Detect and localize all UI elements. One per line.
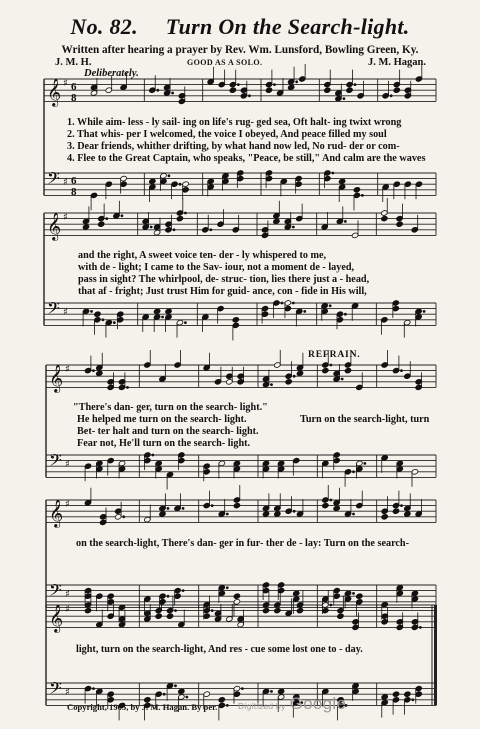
- note-head: [381, 215, 388, 221]
- note-head: [98, 221, 105, 227]
- dot: [329, 305, 331, 307]
- note-head: [233, 502, 240, 508]
- time-signature-bottom: 8: [71, 186, 77, 198]
- note-head: [353, 187, 360, 193]
- note-head: [322, 502, 329, 508]
- dot: [330, 364, 332, 366]
- hymn-title: Turn On the Search-light.: [165, 14, 410, 39]
- dot: [271, 691, 273, 693]
- dot: [179, 183, 181, 185]
- music-author: J. M. Hagan.: [367, 57, 426, 68]
- dot: [123, 516, 125, 518]
- note-head: [296, 607, 303, 613]
- dot: [167, 595, 169, 597]
- dot: [353, 593, 355, 595]
- note-head: [293, 590, 300, 596]
- dot: [150, 226, 152, 228]
- time-signature-bottom: 8: [71, 92, 77, 104]
- time-signature-top: 6: [71, 81, 77, 93]
- lyric-line: 3. Dear friends, whither drifting, by what hand now led, No rud- der or com-: [67, 141, 400, 152]
- note-head: [176, 215, 183, 221]
- note-head: [262, 607, 269, 613]
- note-head: [333, 505, 340, 511]
- sharp-icon: ♯: [63, 212, 68, 223]
- note-head: [346, 87, 353, 93]
- sharp-icon: ♯: [63, 78, 68, 89]
- dot: [332, 172, 334, 174]
- note-head: [392, 508, 399, 514]
- note-head: [287, 84, 294, 90]
- lyric-line: 2. That whis- per I welcomed, the voice I obeyed, And peace filled my soul: [67, 129, 387, 140]
- dot: [211, 610, 213, 612]
- dot: [419, 627, 421, 629]
- watermark-prefix: Digitized by: [238, 702, 286, 711]
- dot: [102, 319, 104, 321]
- note-head: [396, 221, 403, 227]
- dot: [344, 313, 346, 315]
- dot: [163, 693, 165, 695]
- note-head: [404, 691, 411, 697]
- note-head: [337, 613, 344, 619]
- dot: [167, 508, 169, 510]
- bass-clef-icon: 𝄢: [47, 298, 60, 322]
- treble-clef-icon: 𝄞: [49, 499, 64, 527]
- dot: [296, 81, 298, 83]
- dot: [173, 229, 175, 231]
- note-head: [233, 593, 240, 599]
- dot: [343, 98, 345, 100]
- lyric-line: and the right, A sweet voice ten- der - ly whispered to me,: [78, 250, 327, 261]
- dot: [390, 95, 392, 97]
- note-head: [82, 224, 89, 230]
- lyric-line: Fear not, He'll turn on the search- light.: [77, 438, 251, 449]
- note-head: [404, 511, 411, 517]
- dot: [226, 513, 228, 515]
- dot: [353, 471, 355, 473]
- dot: [157, 89, 159, 91]
- dot: [121, 215, 123, 217]
- sharp-icon: ♯: [63, 177, 68, 188]
- dot: [210, 229, 212, 231]
- refrain-lyric: Turn on the search-light, turn: [300, 414, 430, 425]
- dot: [271, 384, 273, 386]
- note-head: [155, 613, 162, 619]
- dot: [175, 685, 177, 687]
- note-head: [94, 311, 101, 317]
- dot: [106, 218, 108, 220]
- sharp-icon: ♯: [65, 687, 70, 698]
- dot: [185, 212, 187, 214]
- note-head: [274, 511, 281, 517]
- treble-clef-icon: 𝄞: [49, 604, 64, 632]
- hymn-subtitle: Written after hearing a prayer by Rev. Wm. Lunsford, Bowling Green, Ky.: [61, 44, 419, 56]
- bass-staff: [46, 455, 436, 477]
- note-head: [381, 694, 388, 700]
- treble-staff: [44, 79, 436, 101]
- sharp-icon: ♯: [65, 589, 70, 600]
- refrain-label: REFRAIN.: [308, 349, 361, 360]
- dot: [211, 505, 213, 507]
- lyric-line: Bet- ter halt and turn on the search- light.: [77, 426, 259, 437]
- sharp-icon: ♯: [65, 604, 70, 615]
- note-head: [356, 593, 363, 599]
- dot: [293, 510, 295, 512]
- dot: [401, 505, 403, 507]
- note-head: [322, 367, 329, 373]
- note-head: [178, 688, 185, 694]
- lyric-line: 4. Flee to the Great Captain, who speaks, "Peace, be still," And calm are the waves: [67, 153, 426, 164]
- note-head: [344, 367, 351, 373]
- dot: [292, 226, 294, 228]
- note-head: [381, 514, 388, 520]
- dot: [175, 610, 177, 612]
- sharp-icon: ♯: [65, 499, 70, 510]
- dot: [353, 513, 355, 515]
- dot: [152, 454, 154, 456]
- note-head: [165, 308, 172, 314]
- dot: [354, 84, 356, 86]
- dot: [401, 370, 403, 372]
- bass-clef-icon: 𝄢: [49, 450, 62, 474]
- lyric-line: that af - fright; Just trust Him for guid- ance, con - fide in His will,: [78, 286, 367, 297]
- sharp-icon: ♯: [63, 307, 68, 318]
- dot: [226, 705, 228, 707]
- copyright-notice: Copyright, 1905, by J. M. Hagan. By per.: [67, 702, 218, 712]
- hymn-number: No. 82.: [70, 14, 138, 39]
- dot: [162, 316, 164, 318]
- note-head: [153, 308, 160, 314]
- dot: [423, 311, 425, 313]
- note-head: [232, 317, 239, 323]
- refrain-lyric: light, turn on the search-light, And res - cue some lost one to - day.: [76, 644, 363, 655]
- dot: [93, 688, 95, 690]
- dot: [185, 322, 187, 324]
- note-head: [296, 370, 303, 376]
- note-head: [324, 87, 331, 93]
- note-head: [392, 691, 399, 697]
- dot: [281, 302, 283, 304]
- note-head: [262, 511, 269, 517]
- dot: [249, 95, 251, 97]
- dot: [182, 508, 184, 510]
- dot: [226, 587, 228, 589]
- bass-clef-icon: 𝄢: [49, 678, 62, 702]
- note-head: [265, 87, 272, 93]
- dot: [168, 175, 170, 177]
- treble-clef-icon: 𝄞: [47, 212, 62, 240]
- dot: [293, 375, 295, 377]
- note-head: [274, 607, 281, 613]
- tempo-marking: Deliberately.: [84, 68, 139, 79]
- dot: [330, 604, 332, 606]
- note-head: [229, 87, 236, 93]
- dot: [361, 195, 363, 197]
- note-head: [159, 511, 166, 517]
- note-head: [393, 87, 400, 93]
- dot: [364, 463, 366, 465]
- lyric-line: 1. While aim- less - ly sail- ing on life's rug- ged sea, Oft halt- ing twixt wrong: [67, 117, 402, 128]
- bass-clef-icon: 𝄢: [49, 580, 62, 604]
- sharp-icon: ♯: [65, 459, 70, 470]
- bass-clef-icon: 𝄢: [47, 168, 60, 192]
- dot: [274, 84, 276, 86]
- lyric-line: He helped me turn on the search- light.: [77, 414, 247, 425]
- dot: [304, 311, 306, 313]
- dot: [91, 311, 93, 313]
- treble-clef-icon: 𝄞: [49, 364, 64, 392]
- sharp-icon: ♯: [65, 364, 70, 375]
- note-head: [285, 379, 292, 385]
- dot: [186, 696, 188, 698]
- note-head: [273, 218, 280, 224]
- refrain-lyric: on the search-light, There's dan- ger in fur- ther de - lay: Turn on the search-: [76, 538, 409, 549]
- note-head: [218, 697, 225, 703]
- dot: [344, 221, 346, 223]
- lyric-line: with de - light; I came to the Sav- iour, not a moment de - layed,: [78, 262, 355, 273]
- lyric-line: "There's dan- ger, turn on the search- light.": [73, 402, 268, 413]
- dot: [241, 688, 243, 690]
- dot: [330, 499, 332, 501]
- note-head: [338, 178, 345, 184]
- watermark-brand: Google: [289, 694, 347, 713]
- dot: [172, 92, 174, 94]
- treble-clef-icon: 𝄞: [47, 78, 62, 106]
- note-head: [166, 613, 173, 619]
- note-head: [149, 178, 156, 184]
- bass-staff: [44, 303, 436, 325]
- dot: [182, 590, 184, 592]
- dot: [113, 322, 115, 324]
- performance-note: GOOD AS A SOLO.: [187, 58, 263, 67]
- dot: [93, 370, 95, 372]
- words-author: J. M. H.: [55, 57, 92, 68]
- note-head: [84, 607, 91, 613]
- note-head: [96, 370, 103, 376]
- time-signature-top: 6: [71, 175, 77, 187]
- dot: [127, 387, 129, 389]
- lyric-line: pass in sight? The whirlpool, de- struc- tion, lies there just a - head,: [78, 274, 370, 285]
- dot: [237, 84, 239, 86]
- dot: [341, 378, 343, 380]
- digitized-watermark: [238, 694, 346, 714]
- bass-staff: [46, 585, 436, 607]
- dot: [292, 302, 294, 304]
- dot: [412, 699, 414, 701]
